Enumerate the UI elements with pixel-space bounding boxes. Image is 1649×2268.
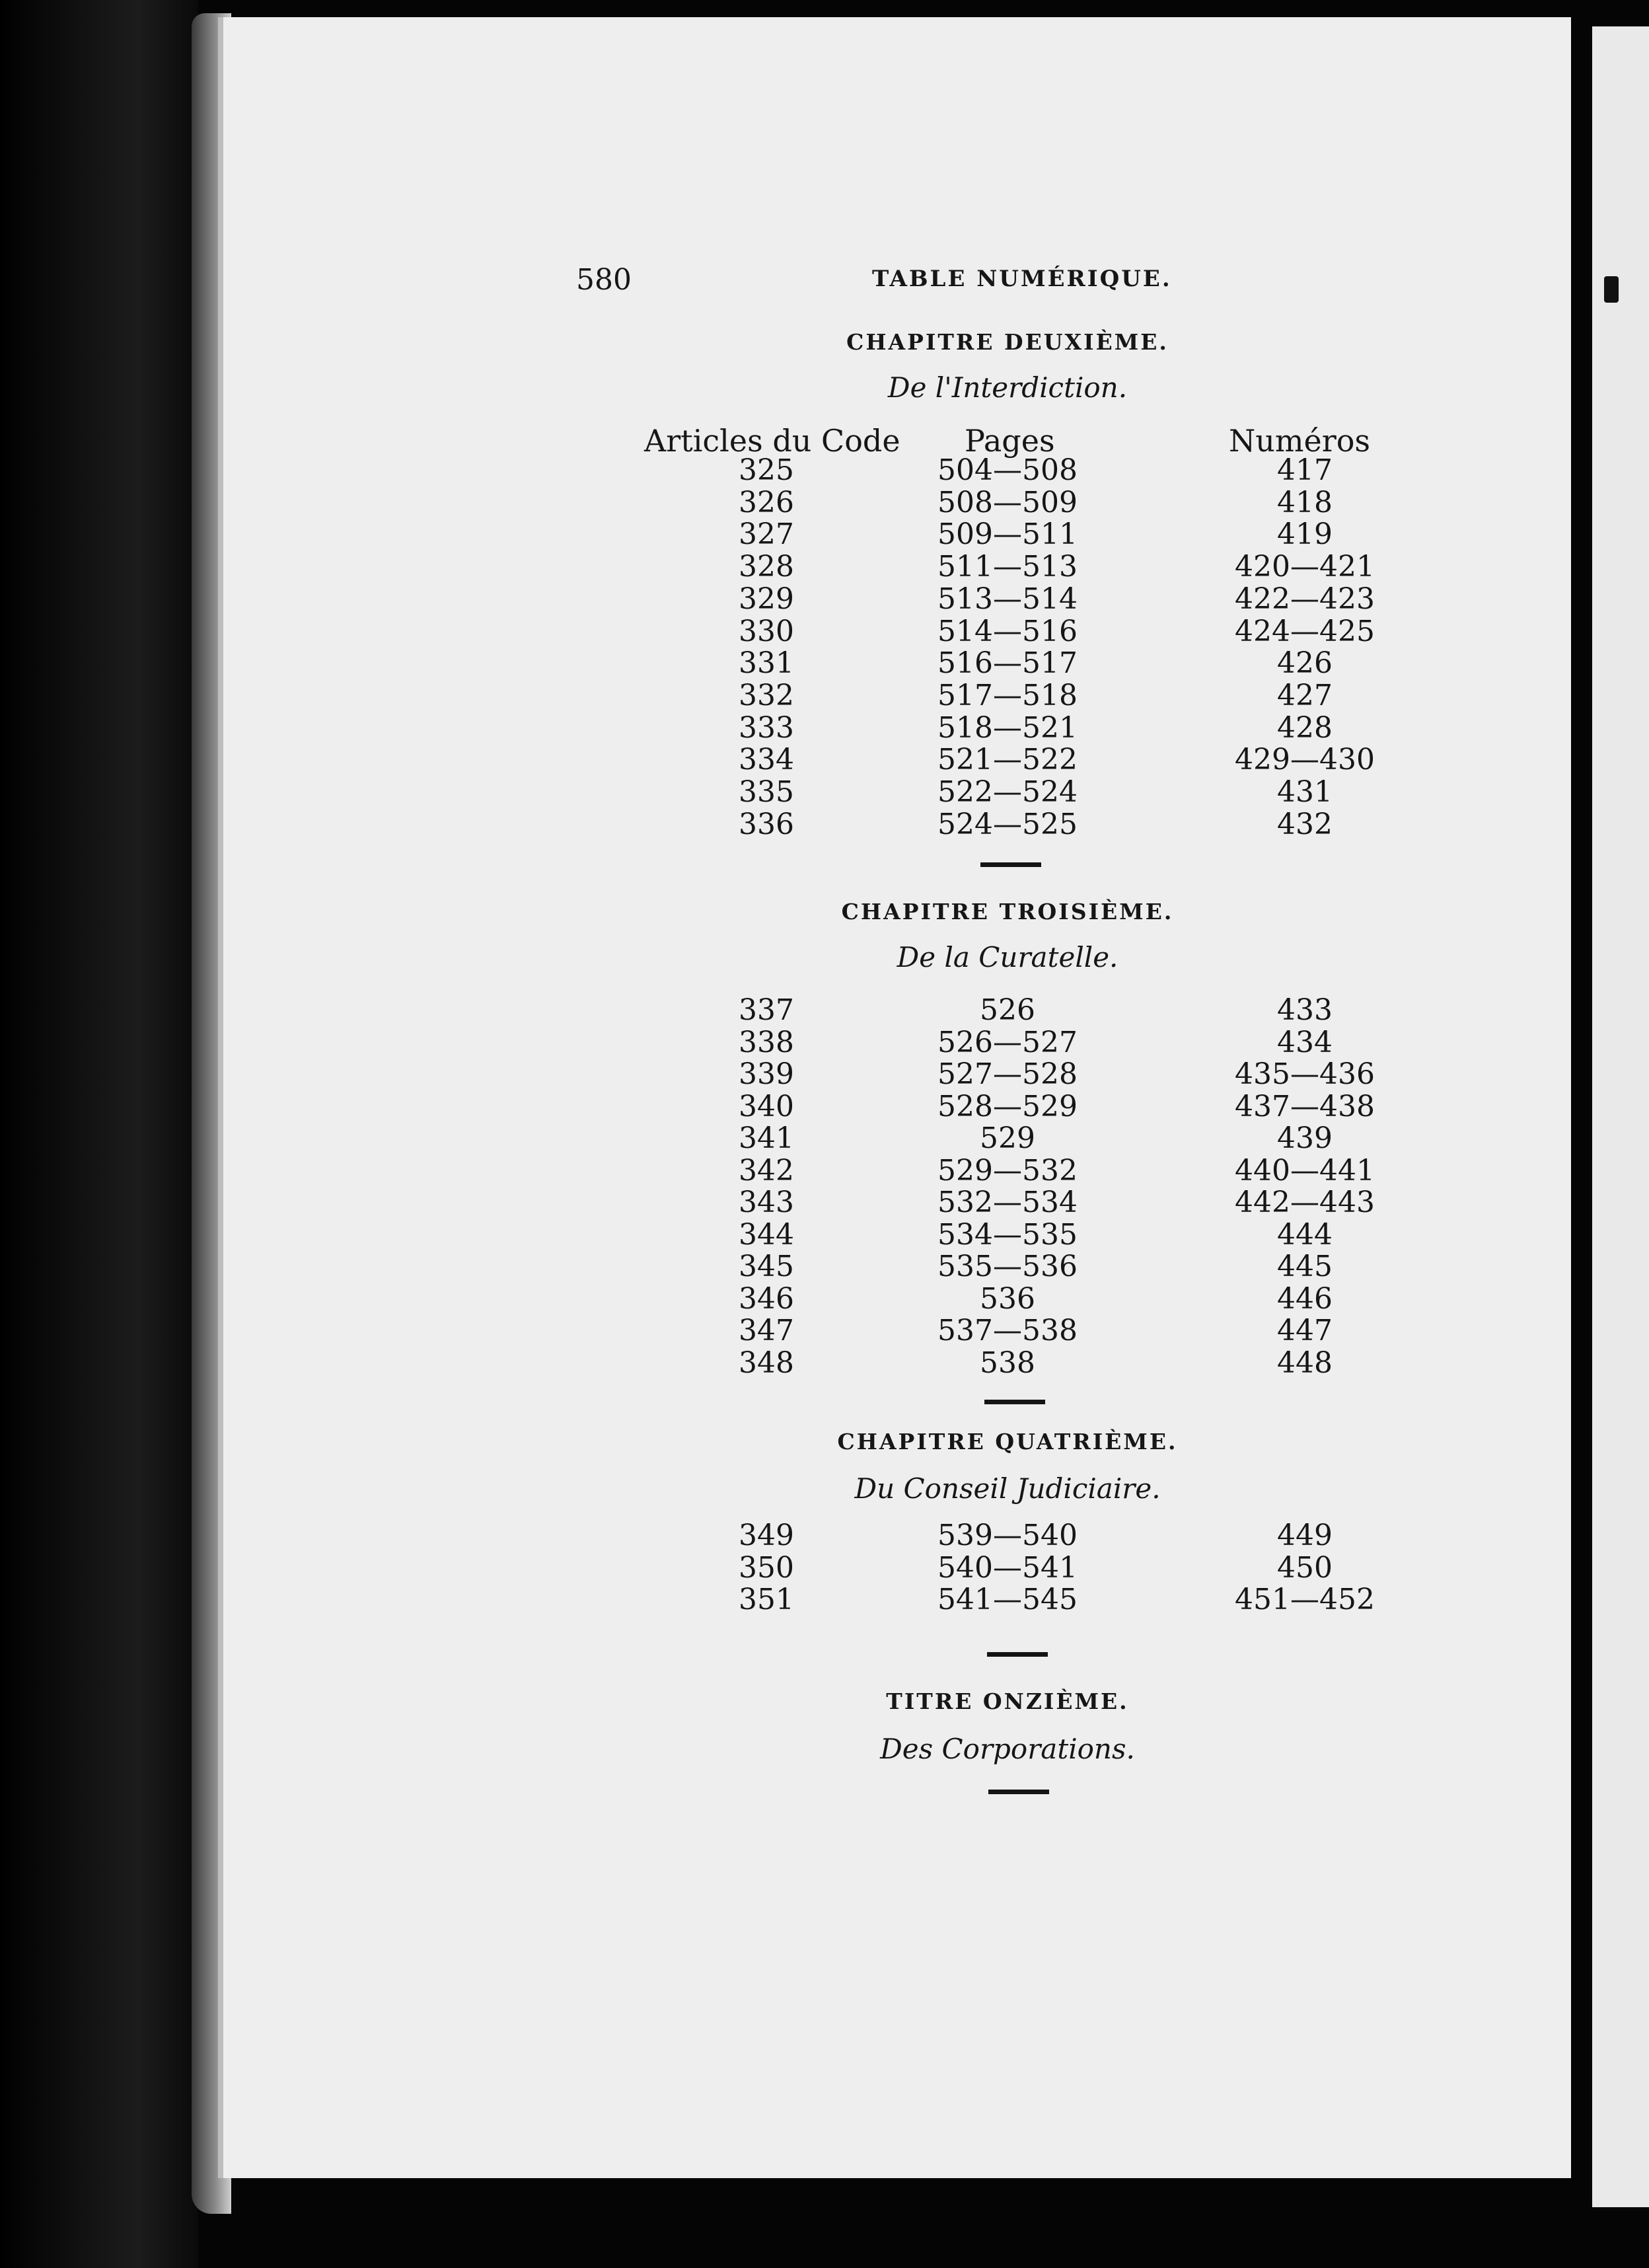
numeros-cell: 437—438 xyxy=(1235,1090,1375,1123)
numeros-cell: 419 xyxy=(1277,517,1333,551)
pages-cell: 534—535 xyxy=(937,1218,1078,1252)
article-cell: 338 xyxy=(739,1026,794,1059)
section-subheading: Des Corporations. xyxy=(880,1733,1135,1765)
article-cell: 339 xyxy=(739,1057,794,1091)
section-rule xyxy=(988,1790,1049,1794)
numeros-cell: 448 xyxy=(1277,1346,1333,1380)
pages-cell: 513—514 xyxy=(937,582,1078,616)
pages-cell: 526—527 xyxy=(937,1026,1078,1059)
section-rule xyxy=(987,1652,1048,1657)
numeros-cell: 426 xyxy=(1277,646,1333,680)
pages-cell: 504—508 xyxy=(937,453,1078,487)
running-title: TABLE NUMÉRIQUE. xyxy=(872,266,1172,292)
column-header-pages: Pages xyxy=(965,423,1055,459)
pages-cell: 522—524 xyxy=(937,775,1078,809)
pages-cell: 521—522 xyxy=(937,743,1078,776)
article-cell: 325 xyxy=(739,453,794,487)
pages-cell: 538 xyxy=(980,1346,1035,1380)
pages-cell: 524—525 xyxy=(937,808,1078,841)
article-cell: 344 xyxy=(739,1218,794,1252)
pages-cell: 527—528 xyxy=(937,1057,1078,1091)
numeros-cell: 422—423 xyxy=(1235,582,1375,616)
article-cell: 334 xyxy=(739,743,794,776)
article-cell: 348 xyxy=(739,1346,794,1380)
section-subheading: De l'Interdiction. xyxy=(887,371,1128,404)
pages-cell: 532—534 xyxy=(937,1186,1078,1219)
section-heading: CHAPITRE QUATRIÈME. xyxy=(837,1429,1178,1455)
numeros-cell: 434 xyxy=(1277,1026,1333,1059)
article-cell: 336 xyxy=(739,808,794,841)
article-cell: 342 xyxy=(739,1154,794,1188)
section-heading: TITRE ONZIÈME. xyxy=(886,1688,1129,1714)
numeros-cell: 417 xyxy=(1277,453,1333,487)
column-header-numeros: Numéros xyxy=(1229,423,1371,459)
pages-cell: 508—509 xyxy=(937,486,1078,519)
pages-cell: 537—538 xyxy=(937,1314,1078,1347)
section-heading: CHAPITRE DEUXIÈME. xyxy=(846,329,1169,355)
section-subheading: De la Curatelle. xyxy=(897,941,1118,973)
numeros-cell: 420—421 xyxy=(1235,550,1375,584)
pages-cell: 511—513 xyxy=(937,550,1078,584)
article-cell: 340 xyxy=(739,1090,794,1123)
pages-cell: 516—517 xyxy=(937,646,1078,680)
pages-cell: 529 xyxy=(980,1121,1035,1155)
numeros-cell: 447 xyxy=(1277,1314,1333,1347)
numeros-cell: 432 xyxy=(1277,808,1333,841)
article-cell: 327 xyxy=(739,517,794,551)
article-cell: 332 xyxy=(739,679,794,712)
pages-cell: 541—545 xyxy=(937,1583,1078,1616)
pages-cell: 536 xyxy=(980,1282,1035,1316)
page-number: 580 xyxy=(576,263,632,297)
article-cell: 343 xyxy=(739,1186,794,1219)
pages-cell: 517—518 xyxy=(937,679,1078,712)
numeros-cell: 449 xyxy=(1277,1519,1333,1552)
numeros-cell: 439 xyxy=(1277,1121,1333,1155)
numeros-cell: 444 xyxy=(1277,1218,1333,1252)
numeros-cell: 427 xyxy=(1277,679,1333,712)
pages-cell: 518—521 xyxy=(937,711,1078,745)
numeros-cell: 424—425 xyxy=(1235,615,1375,648)
pages-cell: 539—540 xyxy=(937,1519,1078,1552)
article-cell: 347 xyxy=(739,1314,794,1347)
numeros-cell: 418 xyxy=(1277,486,1333,519)
article-cell: 351 xyxy=(739,1583,794,1616)
pages-cell: 540—541 xyxy=(937,1551,1078,1585)
book-binding xyxy=(0,0,198,2268)
article-cell: 345 xyxy=(739,1250,794,1283)
numeros-cell: 445 xyxy=(1277,1250,1333,1283)
numeros-cell: 451—452 xyxy=(1235,1583,1375,1616)
section-rule xyxy=(984,1400,1045,1404)
article-cell: 329 xyxy=(739,582,794,616)
pages-cell: 509—511 xyxy=(937,517,1078,551)
numeros-cell: 446 xyxy=(1277,1282,1333,1316)
article-cell: 350 xyxy=(739,1551,794,1585)
numeros-cell: 429—430 xyxy=(1235,743,1375,776)
article-cell: 333 xyxy=(739,711,794,745)
pages-cell: 526 xyxy=(980,993,1035,1027)
article-cell: 341 xyxy=(739,1121,794,1155)
column-header-articles: Articles du Code xyxy=(644,423,900,459)
section-rule xyxy=(980,862,1041,867)
article-cell: 335 xyxy=(739,775,794,809)
section-heading: CHAPITRE TROISIÈME. xyxy=(841,899,1174,925)
section-subheading: Du Conseil Judiciaire. xyxy=(854,1472,1161,1505)
numeros-cell: 431 xyxy=(1277,775,1333,809)
facing-page-mark xyxy=(1604,276,1619,303)
numeros-cell: 428 xyxy=(1277,711,1333,745)
article-cell: 337 xyxy=(739,993,794,1027)
numeros-cell: 450 xyxy=(1277,1551,1333,1585)
pages-cell: 528—529 xyxy=(937,1090,1078,1123)
article-cell: 349 xyxy=(739,1519,794,1552)
article-cell: 330 xyxy=(739,615,794,648)
facing-page-edge xyxy=(1592,26,1649,2207)
article-cell: 346 xyxy=(739,1282,794,1316)
numeros-cell: 442—443 xyxy=(1235,1186,1375,1219)
article-cell: 331 xyxy=(739,646,794,680)
pages-cell: 529—532 xyxy=(937,1154,1078,1188)
numeros-cell: 433 xyxy=(1277,993,1333,1027)
pages-cell: 535—536 xyxy=(937,1250,1078,1283)
numeros-cell: 435—436 xyxy=(1235,1057,1375,1091)
numeros-cell: 440—441 xyxy=(1235,1154,1375,1188)
article-cell: 326 xyxy=(739,486,794,519)
article-cell: 328 xyxy=(739,550,794,584)
pages-cell: 514—516 xyxy=(937,615,1078,648)
